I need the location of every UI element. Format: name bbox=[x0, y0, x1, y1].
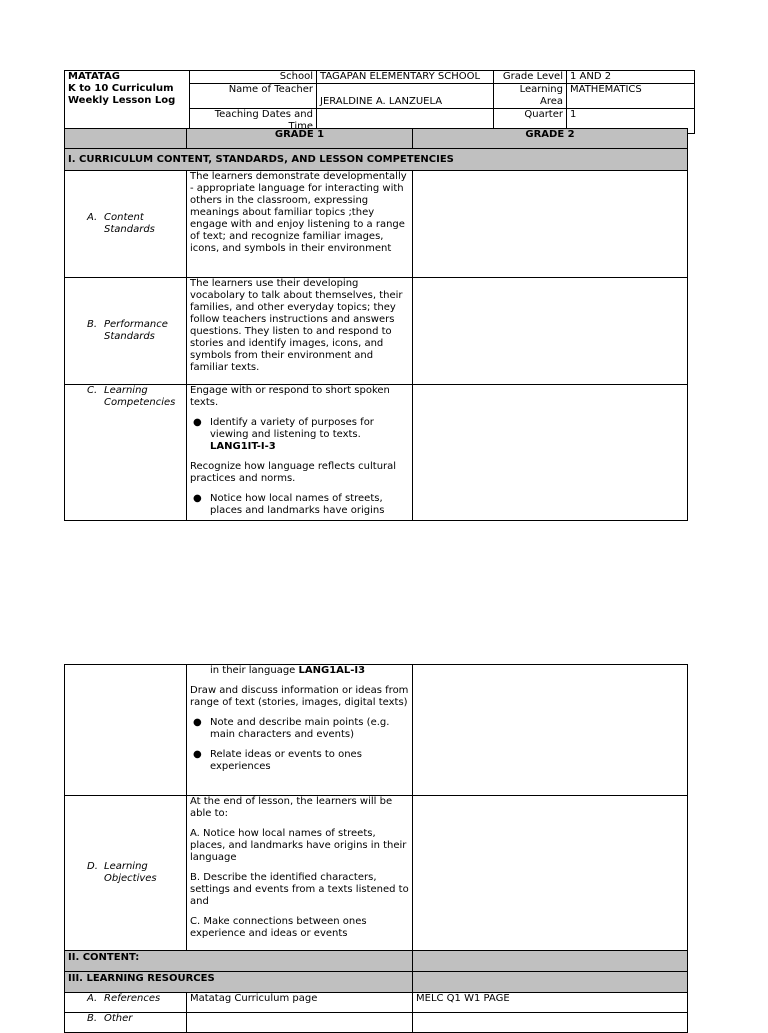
competency-paragraph: Draw and discuss information or ideas from range of text (stories, images, digital texts) bbox=[190, 685, 409, 708]
bullet-item bbox=[190, 717, 409, 741]
label-line: Competencies bbox=[104, 397, 176, 408]
label-line: Content bbox=[104, 212, 144, 223]
grade-level-value: 1 AND 2 bbox=[567, 71, 695, 84]
bullet-icon: ● bbox=[193, 749, 202, 760]
school-value: TAGAPAN ELEMENTARY SCHOOL bbox=[317, 71, 494, 84]
learning-objectives-label bbox=[65, 796, 187, 951]
bullet-icon: ● bbox=[193, 717, 202, 728]
item-letter: B. bbox=[87, 1013, 98, 1024]
label-line: Other bbox=[104, 1013, 133, 1024]
label-line: Performance bbox=[104, 319, 168, 330]
grade-level-label: Grade Level bbox=[494, 71, 567, 84]
label-line: Standards bbox=[104, 224, 155, 235]
bullet-icon: ● bbox=[193, 417, 202, 428]
item-letter: B. bbox=[87, 319, 98, 330]
grade1-header: GRADE 1 bbox=[187, 129, 413, 149]
label-line: Objectives bbox=[104, 873, 157, 884]
label-line: Learning bbox=[104, 385, 148, 396]
performance-standards-grade2 bbox=[413, 278, 688, 385]
bullet-text: Note and describe main points (e.g. main characters and events) bbox=[210, 717, 390, 740]
grade-header-blank bbox=[65, 129, 187, 149]
curriculum-table-page2 bbox=[64, 664, 688, 1033]
log-title bbox=[65, 71, 190, 134]
performance-standards-grade1: The learners use their developing vocabolary to talk about themselves, their families, and other everyday topics; they follow teachers instructions and answers questions. They listen to and respond to stories and identify images, icons, and symbols from their environment and familiar texts. bbox=[187, 278, 413, 385]
learning-area-label bbox=[494, 84, 567, 109]
learning-competencies-grade2-cont bbox=[413, 665, 688, 796]
learning-competencies-grade2 bbox=[413, 385, 688, 521]
learning-area-value: MATHEMATICS bbox=[567, 84, 695, 109]
competency-intro: Engage with or respond to short spoken texts. bbox=[190, 385, 390, 408]
header-table bbox=[64, 70, 695, 134]
bullet-item bbox=[190, 749, 409, 773]
grade2-header: GRADE 2 bbox=[413, 129, 688, 149]
bullet-continuation bbox=[190, 665, 409, 677]
item-letter: C. bbox=[87, 385, 98, 396]
school-label: School bbox=[190, 71, 317, 84]
content-standards-label bbox=[65, 171, 187, 278]
dates-label-line: Teaching Dates and bbox=[214, 109, 313, 120]
competency-paragraph: Recognize how language reflects cultural practices and norms. bbox=[190, 461, 397, 484]
quarter-value: 1 bbox=[567, 109, 695, 134]
curriculum-table-page1 bbox=[64, 128, 688, 521]
label-line: Standards bbox=[104, 331, 155, 342]
label-line: References bbox=[104, 993, 161, 1004]
references-label bbox=[65, 993, 187, 1013]
section3-grade2 bbox=[413, 972, 688, 993]
log-title-line: Weekly Lesson Log bbox=[68, 95, 176, 106]
teacher-label: Name of Teacher bbox=[190, 84, 317, 109]
content-standards-grade2 bbox=[413, 171, 688, 278]
teacher-value: JERALDINE A. LANZUELA bbox=[317, 84, 494, 109]
other-resources-label bbox=[65, 1013, 187, 1033]
performance-standards-label bbox=[65, 278, 187, 385]
bullet-text: in their language bbox=[210, 665, 299, 676]
learning-area-label-line: Learning bbox=[519, 84, 563, 95]
other-resources-grade2 bbox=[413, 1013, 688, 1033]
objectives-intro: At the end of lesson, the learners will be able to: bbox=[190, 796, 393, 819]
section3-title: III. LEARNING RESOURCES bbox=[65, 972, 413, 993]
item-letter: D. bbox=[87, 861, 98, 872]
learning-competencies-grade1 bbox=[187, 385, 413, 521]
continuation-label-blank bbox=[65, 665, 187, 796]
learning-area-label-line: Area bbox=[539, 96, 563, 107]
objective-c: C. Make connections between ones experience and ideas or events bbox=[190, 916, 367, 939]
label-line: Learning bbox=[104, 861, 148, 872]
bullet-item bbox=[190, 417, 409, 453]
bullet-text: Identify a variety of purposes for viewing and listening to texts. bbox=[210, 417, 374, 440]
log-title-line: MATATAG bbox=[68, 71, 120, 82]
content-standards-grade1: The learners demonstrate developmentally - appropriate language for interacting with others in the classroom, expressing meanings about familiar topics ;they engage with and enjoy listening to a range of text; and recognize familiar images, icons, and symbols in their environment bbox=[187, 171, 413, 278]
bullet-text: Notice how local names of streets, places and landmarks have origins bbox=[210, 493, 385, 516]
item-letter: A. bbox=[87, 212, 98, 223]
objective-b: B. Describe the identified characters, settings and events from a texts listened to and bbox=[190, 872, 409, 907]
bullet-item bbox=[190, 493, 409, 517]
references-grade2: MELC Q1 W1 PAGE bbox=[413, 993, 688, 1013]
dates-label-line: Time bbox=[288, 121, 313, 132]
competency-code: LANG1IT-I-3 bbox=[210, 441, 276, 452]
other-resources-grade1 bbox=[187, 1013, 413, 1033]
section2-title: II. CONTENT: bbox=[65, 951, 413, 972]
learning-objectives-grade1 bbox=[187, 796, 413, 951]
bullet-text: Relate ideas or events to ones experiences bbox=[210, 749, 362, 772]
competency-code: LANG1AL-I3 bbox=[298, 665, 366, 676]
objective-a: A. Notice how local names of streets, places, and landmarks have origins in their language bbox=[190, 828, 407, 863]
bullet-icon: ● bbox=[193, 493, 202, 504]
quarter-label: Quarter bbox=[494, 109, 567, 134]
learning-competencies-label bbox=[65, 385, 187, 521]
learning-competencies-grade1-cont bbox=[187, 665, 413, 796]
section1-title: I. CURRICULUM CONTENT, STANDARDS, AND LESSON COMPETENCIES bbox=[65, 149, 688, 171]
section2-grade2 bbox=[413, 951, 688, 972]
log-title-line: K to 10 Curriculum bbox=[68, 83, 174, 94]
references-grade1: Matatag Curriculum page bbox=[187, 993, 413, 1013]
item-letter: A. bbox=[87, 993, 98, 1004]
learning-objectives-grade2 bbox=[413, 796, 688, 951]
